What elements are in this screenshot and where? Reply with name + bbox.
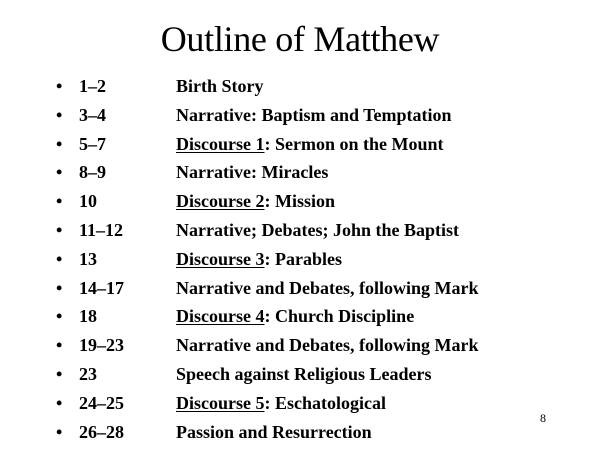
section-description bbox=[176, 158, 328, 187]
section-text: Birth Story bbox=[176, 76, 264, 96]
section-text: Speech against Religious Leaders bbox=[176, 363, 432, 384]
section-text: : Sermon on the Mount bbox=[264, 133, 444, 154]
discourse-label: Discourse 5 bbox=[176, 392, 265, 413]
chapter-range: 8–9 bbox=[79, 162, 106, 183]
chapter-range: 19–23 bbox=[79, 335, 124, 356]
bullet-icon: • bbox=[56, 133, 63, 154]
bullet-icon: • bbox=[56, 421, 63, 442]
section-description bbox=[176, 245, 342, 274]
bullet-icon: • bbox=[56, 363, 63, 384]
list-item bbox=[0, 360, 600, 389]
list-item bbox=[0, 302, 600, 331]
section-description bbox=[176, 389, 386, 418]
section-text: : Parables bbox=[264, 248, 342, 269]
list-item bbox=[0, 158, 600, 187]
list-item bbox=[0, 245, 600, 274]
chapter-range: 11–12 bbox=[79, 219, 124, 240]
bullet-icon: • bbox=[56, 76, 63, 96]
section-text: : Eschatological bbox=[264, 392, 386, 413]
list-item bbox=[0, 72, 600, 101]
bullet-icon: • bbox=[56, 277, 63, 298]
bullet-icon: • bbox=[56, 248, 63, 269]
section-text: : Church Discipline bbox=[264, 306, 415, 327]
chapter-range: 14–17 bbox=[79, 277, 124, 298]
list-item bbox=[0, 130, 600, 159]
section-text: Passion and Resurrection bbox=[176, 421, 372, 442]
chapter-range: 18 bbox=[79, 306, 97, 327]
discourse-label: Discourse 4 bbox=[176, 306, 265, 327]
bullet-icon: • bbox=[56, 392, 63, 413]
section-description bbox=[176, 331, 478, 360]
chapter-range: 26–28 bbox=[79, 421, 124, 442]
list-item bbox=[0, 331, 600, 360]
chapter-range: 5–7 bbox=[79, 133, 106, 154]
list-item bbox=[0, 187, 600, 216]
chapter-range: 24–25 bbox=[79, 392, 124, 413]
section-text: Narrative and Debates, following Mark bbox=[176, 335, 479, 356]
bullet-icon: • bbox=[56, 335, 63, 356]
discourse-label: Discourse 3 bbox=[176, 248, 265, 269]
section-text: Narrative; Debates; John the Baptist bbox=[176, 219, 459, 240]
section-description bbox=[176, 216, 459, 245]
section-text: Narrative and Debates, following Mark bbox=[176, 277, 479, 298]
chapter-range: 3–4 bbox=[79, 104, 106, 125]
section-text: Narrative: Baptism and Temptation bbox=[176, 104, 452, 125]
section-description bbox=[176, 72, 264, 101]
slide-title: Outline of Matthew bbox=[160, 19, 440, 59]
section-description bbox=[176, 130, 444, 159]
discourse-label: Discourse 2 bbox=[176, 191, 265, 212]
section-text: Narrative: Miracles bbox=[176, 162, 329, 183]
section-description bbox=[176, 274, 478, 303]
chapter-range: 1–2 bbox=[79, 76, 106, 96]
section-description bbox=[176, 418, 372, 447]
bullet-icon: • bbox=[56, 306, 63, 327]
bullet-icon: • bbox=[56, 104, 63, 125]
outline-list bbox=[0, 72, 600, 446]
bullet-icon: • bbox=[56, 219, 63, 240]
discourse-label: Discourse 1 bbox=[176, 133, 265, 154]
page-number: 8 bbox=[540, 411, 546, 425]
section-text: : Mission bbox=[264, 191, 336, 212]
section-description bbox=[176, 101, 452, 130]
list-item bbox=[0, 216, 600, 245]
bullet-icon: • bbox=[56, 191, 63, 212]
list-item bbox=[0, 389, 600, 418]
section-description bbox=[176, 360, 432, 389]
list-item bbox=[0, 274, 600, 303]
bullet-icon: • bbox=[56, 162, 63, 183]
chapter-range: 10 bbox=[79, 191, 97, 212]
list-item bbox=[0, 418, 600, 447]
section-description bbox=[176, 187, 335, 216]
chapter-range: 23 bbox=[79, 363, 97, 384]
list-item bbox=[0, 101, 600, 130]
chapter-range: 13 bbox=[79, 248, 97, 269]
section-description bbox=[176, 302, 414, 331]
